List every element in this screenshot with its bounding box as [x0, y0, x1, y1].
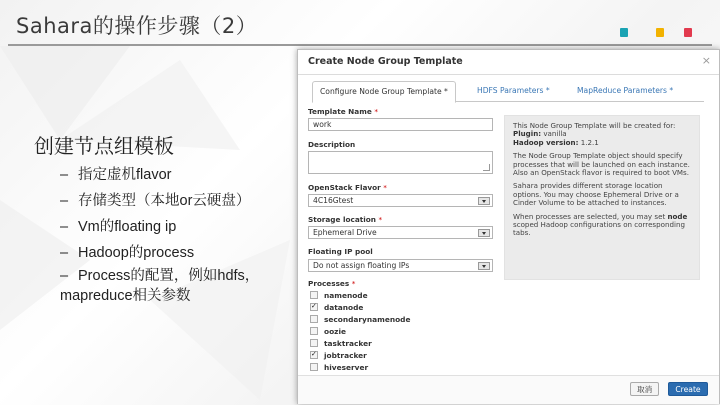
help-paragraph: Sahara provides different storage location options. You may choose Ephemeral Drive or a Cinder Volume to be attached to instances.: [513, 181, 679, 208]
checkbox[interactable]: [310, 339, 318, 347]
close-icon[interactable]: ×: [701, 54, 711, 67]
tab-configure-node-group-template[interactable]: Configure Node Group Template *: [312, 81, 456, 103]
dialog-tabs: [312, 81, 704, 102]
checkbox-checked[interactable]: [310, 351, 318, 359]
chevron-down-icon: [478, 229, 490, 237]
chevron-down-icon: [478, 262, 490, 270]
help-paragraph: The Node Group Template object should specify processes that will be launched on each instance. Also an OpenStack flavor is required to boot VMs.: [513, 151, 690, 178]
teal-dot: [620, 28, 628, 37]
dialog-header-divider: [298, 74, 719, 75]
sub-bullet-list: [60, 162, 259, 306]
create-node-group-template-dialog: [297, 49, 720, 404]
red-dot: [684, 28, 692, 37]
process-secondarynamenode[interactable]: secondarynamenode: [310, 314, 410, 326]
tab-hdfs-parameters[interactable]: HDFS Parameters *: [477, 86, 550, 95]
template-name-input[interactable]: work: [308, 118, 493, 131]
help-panel: [504, 115, 700, 280]
floating-ip-pool-label: Floating IP pool: [308, 247, 373, 256]
flavor-select[interactable]: 4C16Gtest: [308, 194, 493, 207]
flavor-label: OpenStack Flavor *: [308, 183, 387, 192]
storage-location-select[interactable]: Ephemeral Drive: [308, 226, 493, 239]
chevron-down-icon: [478, 197, 490, 205]
processes-checkbox-list: [310, 290, 410, 374]
sub-bullet: – 存储类型（本地or云硬盘）: [60, 188, 259, 214]
template-name-label: Template Name *: [308, 107, 378, 116]
help-intro: This Node Group Template will be created for: Plugin: vanilla Hadoop version: 1.2.1: [513, 121, 676, 147]
checkbox[interactable]: [310, 315, 318, 323]
dialog-title: Create Node Group Template: [308, 56, 463, 67]
checkbox[interactable]: [310, 291, 318, 299]
storage-location-label: Storage location *: [308, 215, 383, 224]
process-datanode[interactable]: ✓datanode: [310, 302, 410, 314]
sub-bullet: – Vm的floating ip: [60, 214, 259, 240]
process-oozie[interactable]: oozie: [310, 326, 410, 338]
checkbox[interactable]: [310, 363, 318, 371]
sub-bullet: – Process的配置，例如hdfs， mapreduce相关参数: [60, 266, 259, 306]
sub-bullet: – 指定虚机flavor: [60, 162, 259, 188]
sub-bullet: – Hadoop的process: [60, 240, 259, 266]
floating-ip-pool-select[interactable]: Do not assign floating IPs: [308, 259, 493, 272]
help-paragraph: When processes are selected, you may set node scoped Hadoop configurations on corresponding tabs.: [513, 211, 688, 238]
description-textarea[interactable]: [308, 151, 493, 174]
tab-mapreduce-parameters[interactable]: MapReduce Parameters *: [577, 86, 674, 95]
cancel-button[interactable]: 取消: [630, 382, 659, 396]
main-bullet: 创建节点组模板: [34, 134, 174, 158]
process-namenode[interactable]: namenode: [310, 290, 410, 302]
checkbox-checked[interactable]: [310, 303, 318, 311]
title-divider: [8, 44, 712, 46]
create-button[interactable]: Create: [668, 382, 708, 396]
yellow-dot: [656, 28, 664, 37]
slide-title: Sahara的操作步骤（2）: [16, 14, 258, 38]
description-label: Description: [308, 140, 356, 149]
process-jobtracker[interactable]: ✓jobtracker: [310, 350, 410, 362]
processes-label: Processes *: [308, 279, 356, 288]
checkbox[interactable]: [310, 327, 318, 335]
process-hiveserver[interactable]: hiveserver: [310, 362, 410, 374]
process-tasktracker[interactable]: tasktracker: [310, 338, 410, 350]
resize-handle-icon[interactable]: [483, 164, 490, 171]
